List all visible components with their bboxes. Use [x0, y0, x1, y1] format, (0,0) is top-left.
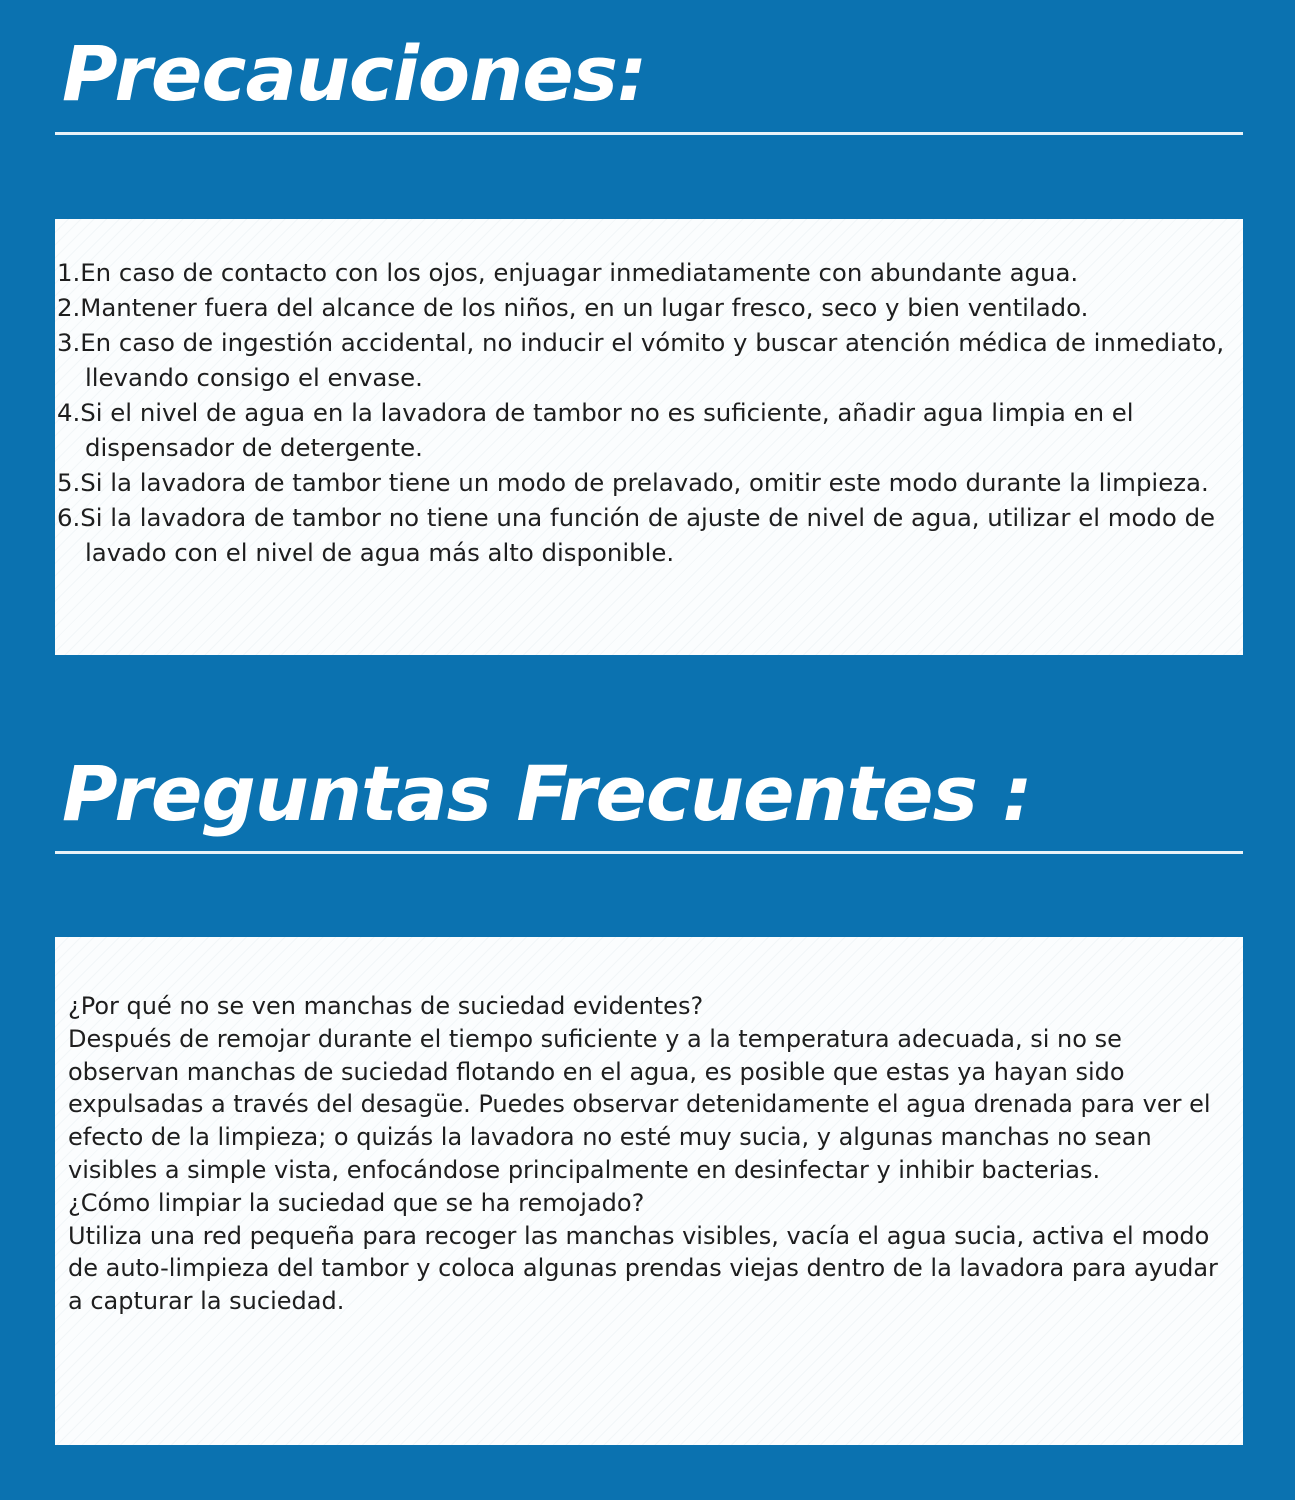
precaution-item-1: 1.En caso de contacto con los ojos, enjuagar inmediatamente con abundante agua. [57, 258, 1079, 287]
faq-answer-1: Después de remojar durante el tiempo suficiente y a la temperatura adecuada, si no se observan manchas de suciedad flotando en el agua, es posible que estas ya hayan sido expulsadas a través del desagüe. Puedes observar detenidamente el agua drenada para ver el efecto de la limpieza; o quizás la lavadora no esté muy sucia, y algunas manchas no sean visibles a simple vista, enfocándose principalmente en desinfectar y inhibir bacterias. [68, 1024, 1211, 1184]
precautions-panel [55, 219, 1243, 655]
faq-panel [55, 937, 1243, 1445]
precautions-divider [55, 132, 1243, 135]
precaution-item-5: 5.Si la lavadora de tambor tiene un modo de prelavado, omitir este modo durante la limpieza. [57, 468, 1209, 497]
faq-title: Preguntas Frecuentes : [62, 749, 1032, 838]
faq-question-1: ¿Por qué no se ven manchas de suciedad evidentes? [68, 992, 704, 1020]
faq-entry-1 [68, 990, 1233, 1187]
precaution-item-6: 6.Si la lavadora de tambor no tiene una función de ajuste de nivel de agua, utilizar el modo de lavado con el nivel de agua más alto disponible. [57, 503, 1216, 567]
precaution-item-2: 2.Mantener fuera del alcance de los niños, en un lugar fresco, seco y bien ventilado. [57, 293, 1089, 322]
precautions-list [57, 255, 1229, 570]
faq-divider [55, 851, 1243, 854]
faq-answer-2: Utiliza una red pequeña para recoger las manchas visibles, vacía el agua sucia, activa el modo de auto-limpieza del tambor y coloca algunas prendas viejas dentro de la lavadora para ayudar a capturar la suciedad. [68, 1221, 1218, 1316]
precautions-title: Precauciones: [62, 29, 647, 118]
precaution-item-3: 3.En caso de ingestión accidental, no inducir el vómito y buscar atención médica de inmediato, llevando consigo el envase. [57, 328, 1225, 392]
faq-entry-2 [68, 1187, 1233, 1318]
precaution-item-4: 4.Si el nivel de agua en la lavadora de tambor no es suficiente, añadir agua limpia en el dispensador de detergente. [57, 398, 1134, 462]
faq-question-2: ¿Cómo limpiar la suciedad que se ha remojado? [68, 1188, 645, 1217]
